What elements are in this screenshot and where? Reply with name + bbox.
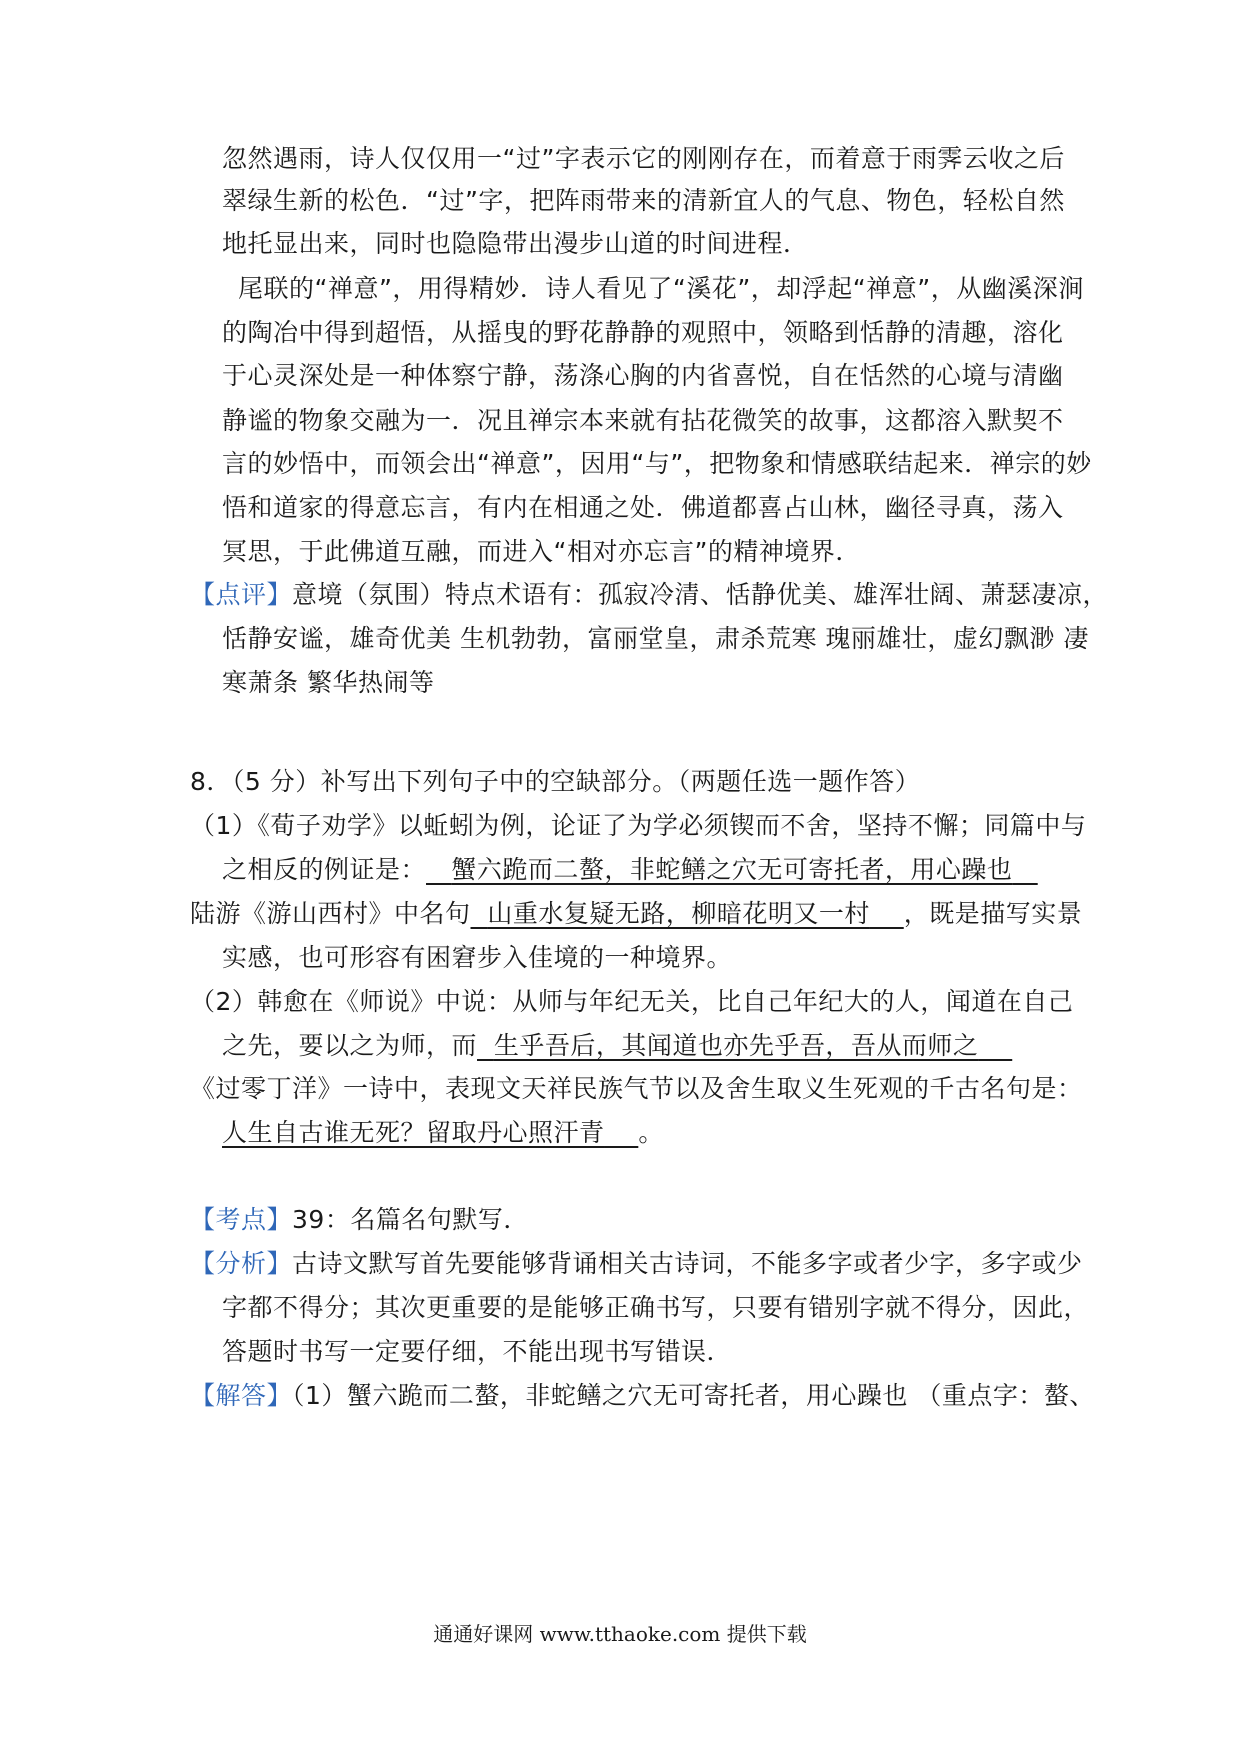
analysis-line-4: 尾联的“禅意”，用得精妙．诗人看见了“溪花”，却浮起“禅意”，从幽溪深涧 [238, 274, 1084, 303]
q8-part1-line-4: 实感，也可形容有困窘步入佳境的一种境界。 [222, 943, 733, 972]
fenxi-line-2: 字都不得分；其次更重要的是能够正确书写，只要有错别字就不得分，因此， [222, 1293, 1090, 1322]
q8-part1-answer-2: 山重水复疑无路，柳暗花明又一村 [487, 899, 870, 928]
q8-part2-answer: 生乎吾后，其闻道也亦先乎吾，吾从而师之 [493, 1031, 979, 1060]
dianping-line-1 [190, 578, 1108, 612]
q8-part1-line3-prefix: 陆游《游山西村》中名句 [190, 899, 471, 928]
analysis-line-8: 言的妙悟中，而领会出“禅意”，因用“与”，把物象和情感联结起来．禅宗的妙 [222, 449, 1092, 478]
q8-part1-line3-suffix: ，既是描写实景 [903, 899, 1083, 928]
fenxi-text-1: 古诗文默写首先要能够背诵相关古诗词，不能多字或者少字，多字或少 [292, 1249, 1083, 1278]
q8-part2-line4-suffix: 。 [638, 1118, 664, 1147]
analysis-line-3: 地托显出来，同时也隐隐带出漫步山道的时间进程． [222, 229, 809, 258]
dianping-line-2: 恬静安谧，雄奇优美 生机勃勃，富丽堂皇，肃杀荒寒 瑰丽雄壮，虚幻飘渺 凄 [222, 624, 1089, 653]
analysis-line-1: 忽然遇雨，诗人仅仅用一“过”字表示它的刚刚存在，而着意于雨霁云收之后 [222, 144, 1065, 173]
analysis-line-2: 翠绿生新的松色．“过”字，把阵雨带来的清新宜人的气息、物色，轻松自然 [222, 186, 1065, 215]
jieda-tag: 【解答】 [190, 1381, 293, 1410]
q8-part1-line-3 [190, 897, 1082, 931]
q8-part2-answer-2: 人生自古谁无死？留取丹心照汗青 [222, 1118, 605, 1147]
page-footer: 通通好课网 www.tthaoke.com 提供下载 [433, 1622, 807, 1646]
dianping-tag: 【点评】 [190, 580, 293, 609]
question-8-title: 8．（5 分）补写出下列句子中的空缺部分。（两题任选一题作答） [190, 767, 921, 796]
q8-part2-line-1: （2）韩愈在《师说》中说：从师与年纪无关，比自己年纪大的人，闻道在自己 [190, 987, 1074, 1016]
jieda-text: （1）蟹六跪而二螯，非蛇鳝之穴无可寄托者，用心躁也 （重点字：螯、 [292, 1381, 1095, 1410]
q8-part2-prefix: 之先，要以之为师，而 [222, 1031, 478, 1060]
jieda-line [190, 1379, 1095, 1413]
analysis-line-9: 悟和道家的得意忘言，有内在相通之处．佛道都喜占山林，幽径寻真，荡入 [222, 493, 1064, 522]
fenxi-tag: 【分析】 [190, 1249, 293, 1278]
kaodian-line [190, 1203, 529, 1237]
dianping-line-3: 寒萧条 繁华热闹等 [222, 668, 435, 697]
fenxi-line-3: 答题时书写一定要仔细，不能出现书写错误． [222, 1337, 733, 1366]
q8-part1-prefix: 之相反的例证是： [222, 855, 427, 884]
dianping-text-1: 意境（氛围）特点术语有：孤寂冷清、恬静优美、雄浑壮阔、萧瑟凄凉， [292, 580, 1109, 609]
kaodian-tag: 【考点】 [190, 1205, 293, 1234]
q8-part2-line-3: 《过零丁洋》一诗中，表现文天祥民族气节以及舍生取义生死观的千古名句是： [190, 1074, 1083, 1103]
q8-part1-line-1: （1）《荀子劝学》以蚯蚓为例，论证了为学必须锲而不舍，坚持不懈；同篇中与 [190, 811, 1087, 840]
q8-part2-line-2 [222, 1029, 1012, 1063]
q8-part1-line-2 [222, 853, 1038, 887]
fenxi-line-1 [190, 1247, 1083, 1281]
q8-part2-line-4 [222, 1116, 664, 1150]
analysis-line-10: 冥思，于此佛道互融，而进入“相对亦忘言”的精神境界． [222, 537, 861, 566]
q8-part1-answer: 蟹六跪而二螯，非蛇鳝之穴无可寄托者，用心躁也 [451, 855, 1013, 884]
analysis-line-5: 的陶冶中得到超悟，从摇曳的野花静静的观照中，领略到恬静的清趣，溶化 [222, 318, 1064, 347]
kaodian-text: 39：名篇名句默写． [292, 1205, 529, 1234]
analysis-line-6: 于心灵深处是一种体察宁静，荡涤心胸的内省喜悦，自在恬然的心境与清幽 [222, 361, 1064, 390]
analysis-line-7: 静谧的物象交融为一．况且禅宗本来就有拈花微笑的故事，这都溶入默契不 [222, 406, 1064, 435]
